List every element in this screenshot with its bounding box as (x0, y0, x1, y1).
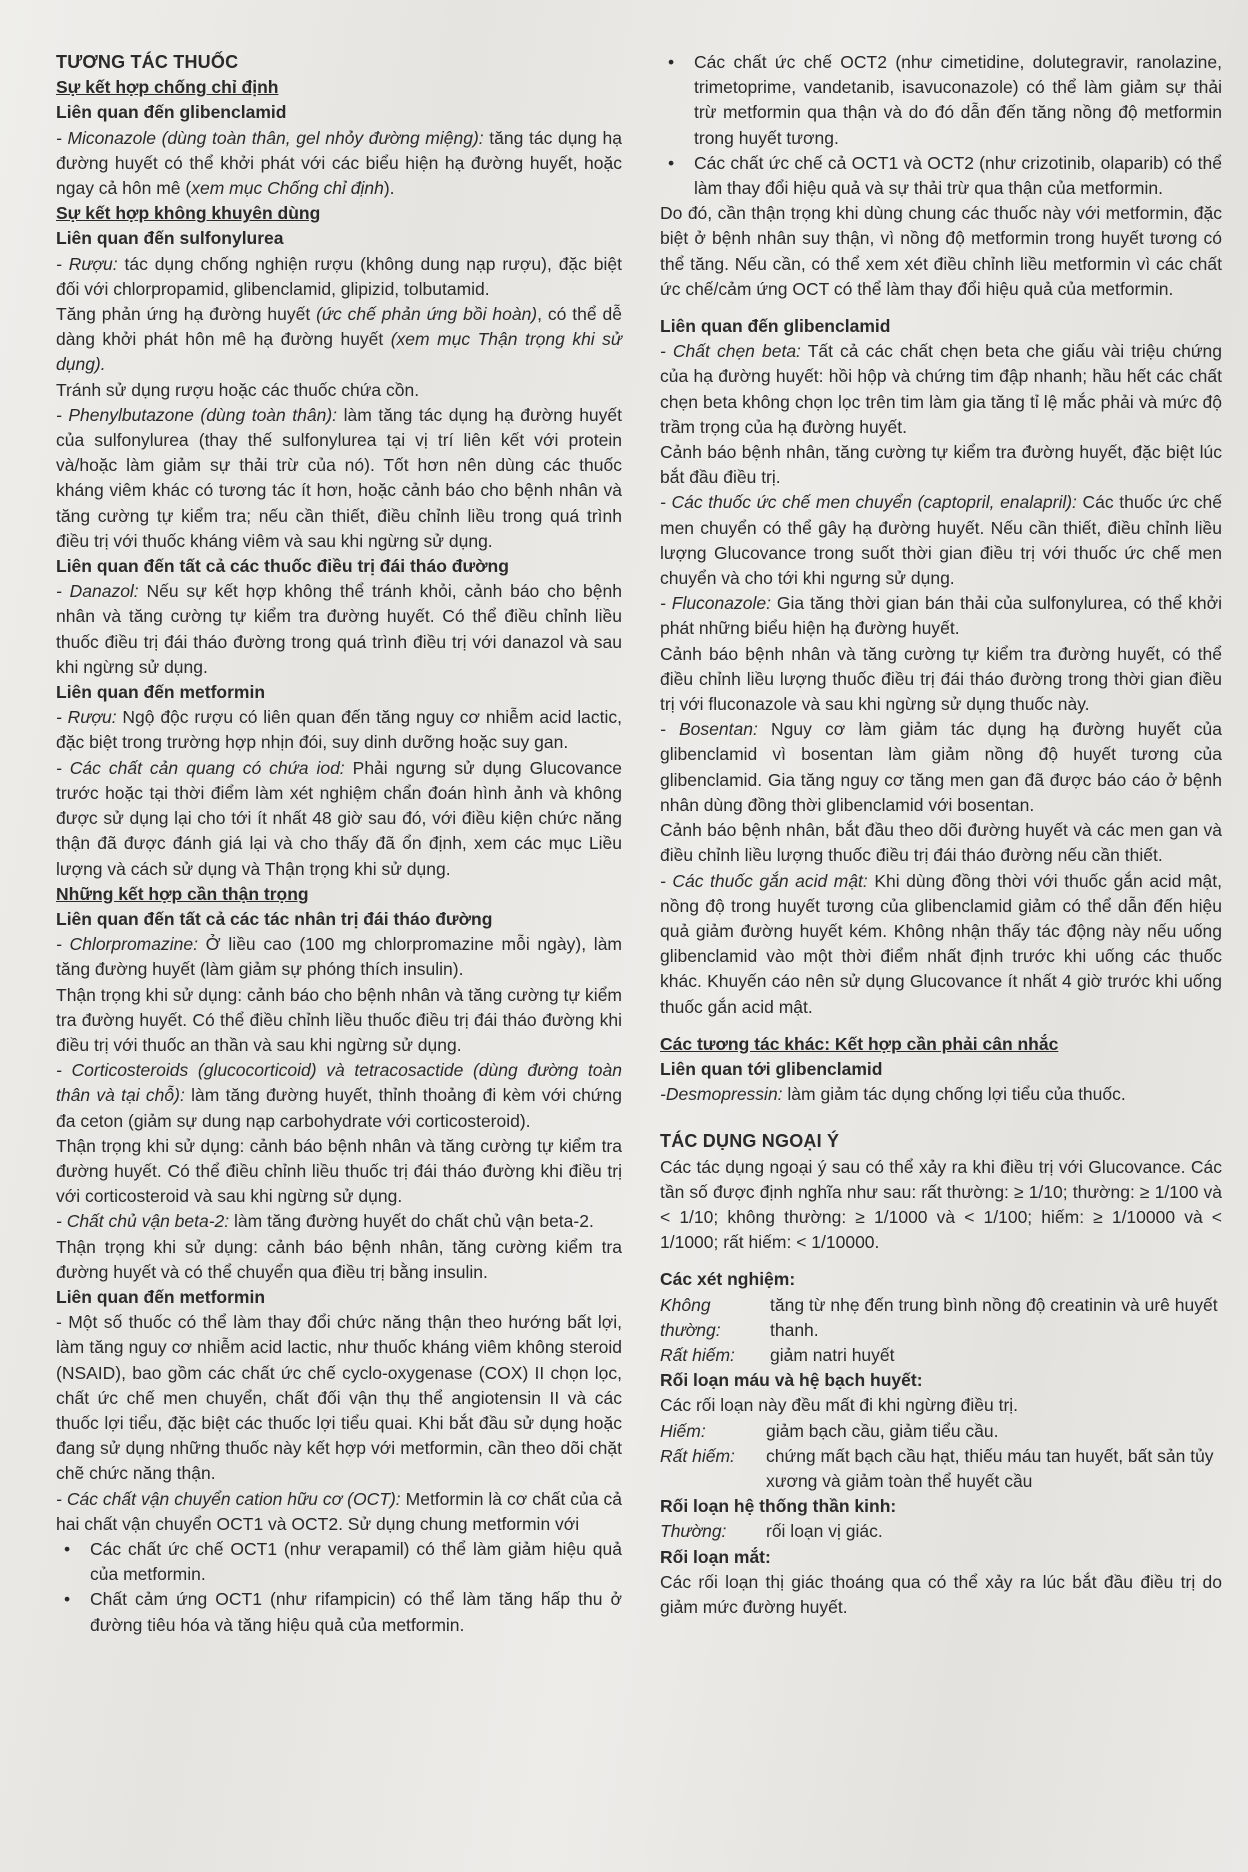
not-recommended-heading: Sự kết hợp không khuyên dùng (56, 203, 321, 224)
frequency-label: Hiếm: (660, 1420, 706, 1441)
contra-miconazole-paragraph: - Miconazole (dùng toàn thân, gel nhỏy đường miệng): tăng tác dụng hạ đường huyết có thể khởi phát với các biểu hiện hạ đường huyết, hoặc ngay cả hôn mê (xem mục Chống chỉ định). (56, 127, 622, 199)
caution-corticosteroid-paragraph: - Corticosteroids (glucocorticoid) và tetracosactide (dùng đường toàn thân và tại chỗ): làm tăng đường huyết, thỉnh thoảng đi kèm với chứng đa ceton (giảm sự dung nạp carbohydrate với corticosteroid). (56, 1060, 622, 1131)
right-column (660, 50, 1222, 1620)
left-column (56, 50, 622, 1638)
caution-renal-paragraph: - Một số thuốc có thể làm thay đổi chức năng thận theo hướng bất lợi, làm tăng nguy cơ nhiễm acid lactic, như thuốc kháng viêm không steroid (NSAID), bao gồm các chất ức chế cyclo-oxygenase (COX) II chọn lọc, chất ức chế men chuyển, chất đối vận thụ thể angiotensin II và các thuốc lợi tiểu, đặc biệt các thuốc lợi tiểu quai. Khi bắt đầu sử dụng hoặc đang sử dụng những thuốc này kết hợp với metformin, cần theo dõi chặt chẽ chức năng thận. (56, 1312, 622, 1484)
frequency-label: Không thường: (660, 1294, 721, 1340)
list-item: • Các chất ức chế OCT2 (như cimetidine, dolutegravir, ranolazine, trimetoprime, vandetanib, isavuconazole) có thể làm giảm sự thải trừ metformin qua thận và do đó dẫn đến tăng nồng độ metformin trong huyết tương. (660, 50, 1222, 151)
oct-bullet-list-right (660, 50, 1222, 201)
blood-row-rare (660, 1419, 1222, 1444)
list-item: • Chất cảm ứng OCT1 (như rifampicin) có thể làm tăng hấp thu ở đường tiêu hóa và tăng hiệu quả của metformin. (56, 1587, 622, 1637)
frequency-text: giảm natri huyết (770, 1344, 895, 1365)
notrec-ruou-paragraph: - Rượu: Ngộ độc rượu có liên quan đến tăng nguy cơ nhiễm acid lactic, đặc biệt trong trường hợp nhịn đói, suy dinh dưỡng hoặc suy gan. (56, 707, 622, 753)
contra-glibenclamid-sub: Liên quan đến glibenclamid (56, 102, 287, 123)
frequency-text: tăng từ nhẹ đến trung bình nồng độ creatinin và urê huyết thanh. (770, 1294, 1218, 1340)
bile-acid-paragraph: - Các thuốc gắn acid mật: Khi dùng đồng thời với thuốc gắn acid mật, nồng độ trong huyết tương của glibenclamid giảm có thể dẫn đến hiệu quả giảm đường huyết kém. Không nhận thấy tác động này nếu uống glibenclamid vào một thời điểm nhất định trước khi uống các thuốc khác. Khuyến cáo nên sử dụng Glucovance ít nhất 4 giờ trước khi uống thuốc gắn acid mật. (660, 870, 1222, 1017)
ace-inhibitor-paragraph: - Các thuốc ức chế men chuyển (captopril, enalapril): Các thuốc ức chế men chuyển có thể gây hạ đường huyết. Nếu cần thiết, điều chỉnh liều lượng Glucovance trong suốt thời gian điều trị với thuốc ức chế men chuyển và cho tới khi ngưng sử dụng. (660, 492, 1223, 589)
other-glibenclamid-sub: Liên quan tới glibenclamid (660, 1058, 883, 1079)
glibenclamid-sub: Liên quan đến glibenclamid (660, 316, 891, 337)
nervous-system-heading: Rối loạn hệ thống thần kinh: (660, 1496, 897, 1517)
oct-bullet-list-left (56, 1537, 622, 1638)
beta-blocker-paragraph-2: Cảnh báo bệnh nhân, tăng cường tự kiểm tra đường huyết, đặc biệt lúc bắt đầu điều trị. (660, 442, 1222, 488)
lab-row-uncommon (660, 1293, 1222, 1343)
frequency-label: Rất hiếm: (660, 1344, 735, 1365)
notrec-all-antidiabetic-sub: Liên quan đến tất cả các thuốc điều trị đái tháo đường (56, 556, 509, 577)
beta-blocker-paragraph: - Chất chẹn beta: Tất cả các chất chẹn beta che giấu vài triệu chứng của hạ đường huyết: hồi hộp và chứng tim đập nhanh; hầu hết các chất chẹn beta không chọn lọc trên tim làm gia tăng tỉ lệ mắc phải và mức độ trầm trọng của hạ đường huyết. (660, 341, 1222, 437)
section-title-interactions: TƯƠNG TÁC THUỐC (56, 52, 239, 72)
notrec-danazol-paragraph: - Danazol: Nếu sự kết hợp không thể tránh khỏi, cảnh báo cho bệnh nhân và tăng cường tự kiểm tra đường huyết. Có thể điều chỉnh liều thuốc điều trị đái tháo đường trong quá trình điều trị với danazol và sau khi ngừng sử dụng. (56, 581, 622, 677)
notrec-sulfonylurea-sub: Liên quan đến sulfonylurea (56, 228, 284, 249)
fluconazole-paragraph-2: Cảnh báo bệnh nhân và tăng cường tự kiểm tra đường huyết, có thể điều chỉnh liều lượng thuốc điều trị đái tháo đường trong thời gian điều trị với fluconazole và sau khi ngừng sử dụng thuốc này. (660, 643, 1222, 715)
caution-metformin-sub: Liên quan đến metformin (56, 1286, 266, 1307)
section-title-adverse-effects: TÁC DỤNG NGOẠI Ý (660, 1131, 840, 1152)
list-item: • Các chất ức chế OCT1 (như verapamil) có thể làm giảm hiệu quả của metformin. (56, 1537, 622, 1587)
fluconazole-paragraph: - Fluconazole: Gia tăng thời gian bán thải của sulfonylurea, có thể khởi phát những biểu hiện hạ đường huyết. (660, 593, 1222, 639)
bosentan-paragraph-2: Cảnh báo bệnh nhân, bắt đầu theo dõi đường huyết và các men gan và điều chỉnh liều lượng thuốc điều trị đái tháo đường nếu cần thiết. (660, 820, 1222, 866)
frequency-label: Thường: (660, 1521, 727, 1542)
blood-disorders-heading: Rối loạn máu và hệ bạch huyết: (660, 1370, 923, 1391)
notrec-alcohol-paragraph-3: Tránh sử dụng rượu hoặc các thuốc chứa cồn. (56, 379, 420, 400)
nervous-row-common (660, 1519, 1222, 1544)
list-item: • Các chất ức chế cả OCT1 và OCT2 (như crizotinib, olaparib) có thể làm thay đổi hiệu quả và sự thải trừ qua thận của metformin. (660, 151, 1222, 201)
oct-conclusion-paragraph: Do đó, cần thận trọng khi dùng chung các thuốc này với metformin, đặc biệt ở bệnh nhân suy thận, vì nồng độ metformin trong huyết tương có thể tăng. Nếu cần, có thể xem xét điều chỉnh liều metformin vì các chất ức chế/cảm ứng OCT có thể làm thay đổi hiệu quả của metformin. (660, 203, 1222, 299)
caution-heading: Những kết hợp cần thận trọng (56, 883, 309, 904)
caution-chlorpromazine-paragraph: - Chlorpromazine: Ở liều cao (100 mg chlorpromazine mỗi ngày), làm tăng đường huyết (làm giảm sự phóng thích insulin). (56, 934, 622, 980)
blood-disorders-intro: Các rối loạn này đều mất đi khi ngừng điều trị. (660, 1395, 1019, 1416)
blood-row-very-rare (660, 1444, 1222, 1494)
caution-all-agents-sub: Liên quan đến tất cả các tác nhân trị đái tháo đường (56, 908, 493, 929)
other-interactions-heading: Các tương tác khác: Kết hợp cần phải cân nhắc (660, 1033, 1059, 1054)
adverse-intro-paragraph: Các tác dụng ngoại ý sau có thể xảy ra khi điều trị với Glucovance. Các tần số được định nghĩa như sau: rất thường: ≥ 1/10; thường: ≥ 1/100 và < 1/10; không thường: ≥ 1/1000 và < 1/100; hiếm: ≥ 1/10000 và < 1/1000; rất hiếm: < 1/10000. (660, 1156, 1222, 1253)
notrec-metformin-sub: Liên quan đến metformin (56, 682, 266, 703)
contraindicated-heading: Sự kết hợp chống chỉ định (56, 77, 279, 98)
caution-beta2-paragraph: - Chất chủ vận beta-2: làm tăng đường huyết do chất chủ vận beta-2. (56, 1211, 594, 1232)
notrec-alcohol-paragraph: - Rượu: tác dụng chống nghiện rượu (không dung nạp rượu), đặc biệt đối với chlorpropamid, glibenclamid, glipizid, tolbutamid. (56, 253, 623, 299)
notrec-iodine-contrast-paragraph: - Các chất cản quang có chứa iod: Phải ngưng sử dụng Glucovance trước hoặc tại thời điểm làm xét nghiệm chẩn đoán hình ảnh và không được sử dụng lại cho tới ít nhất 48 giờ sau đó, với điều kiện chức năng thận đã được đánh giá lại và cho thấy đã ổn định, xem các mục Liều lượng và cách sử dụng và Thận trọng khi sử dụng. (56, 757, 622, 879)
notrec-alcohol-paragraph-2: Tăng phản ứng hạ đường huyết (ức chế phản ứng bồi hoàn), có thể dễ dàng khởi phát hôn mê hạ đường huyết (xem mục Thận trọng khi sử dụng). (56, 304, 622, 375)
notrec-phenylbutazone-paragraph: - Phenylbutazone (dùng toàn thân): làm tăng tác dụng hạ đường huyết của sulfonylurea (thay thế sulfonylurea tại vị trí liên kết với protein và/hoặc làm giảm sự thải trừ của nó). Tốt hơn nên dùng các thuốc kháng viêm khác có tương tác ít hơn, hoặc cảnh báo cho bệnh nhân và tăng cường tự kiểm tra; nếu cần thiết, điều chỉnh liều trong quá trình điều trị với thuốc kháng viêm và sau khi ngừng sử dụng. (56, 404, 622, 551)
frequency-text: chứng mất bạch cầu hạt, thiếu máu tan huyết, bất sản tủy xương và giảm toàn thể huyết cầu (766, 1445, 1214, 1491)
caution-corticosteroid-paragraph-2: Thận trọng khi sử dụng: cảnh báo bệnh nhân và tăng cường tự kiểm tra đường huyết. Có thể điều chỉnh liều thuốc trị đái tháo đường khi điều trị với corticosteroid và sau khi ngừng sử dụng. (56, 1135, 622, 1207)
lab-tests-heading: Các xét nghiệm: (660, 1269, 796, 1290)
frequency-text: rối loạn vị giác. (766, 1521, 883, 1542)
frequency-text: giảm bạch cầu, giảm tiểu cầu. (766, 1420, 999, 1441)
lab-row-very-rare (660, 1343, 1222, 1368)
bosentan-paragraph: - Bosentan: Nguy cơ làm giảm tác dụng hạ đường huyết của glibenclamid vì bosentan làm giảm nồng độ huyết tương của glibenclamid. Gia tăng nguy cơ tăng men gan đã được báo cáo ở bệnh nhân dùng đồng thời glibenclamid với bosentan. (660, 719, 1223, 815)
caution-beta2-paragraph-2: Thận trọng khi sử dụng: cảnh báo bệnh nhân, tăng cường kiểm tra đường huyết và có thể chuyển qua điều trị bằng insulin. (56, 1236, 622, 1282)
eye-disorders-heading: Rối loạn mắt: (660, 1546, 771, 1567)
caution-oct-paragraph: - Các chất vận chuyển cation hữu cơ (OCT): Metformin là cơ chất của cả hai chất vận chuyển OCT1 và OCT2. Sử dụng chung metformin với (56, 1488, 622, 1534)
frequency-label: Rất hiếm: (660, 1445, 735, 1466)
eye-disorders-paragraph: Các rối loạn thị giác thoáng qua có thể xảy ra lúc bắt đầu điều trị do giảm mức đường huyết. (660, 1571, 1222, 1617)
caution-chlorpromazine-paragraph-2: Thận trọng khi sử dụng: cảnh báo cho bệnh nhân và tăng cường tự kiểm tra đường huyết. Có thể điều chỉnh liều thuốc điều trị đái tháo đường khi điều trị với thuốc an thần và sau khi ngừng sử dụng. (56, 984, 622, 1055)
desmopressin-paragraph: -Desmopressin: làm giảm tác dụng chống lợi tiểu của thuốc. (660, 1084, 1126, 1105)
